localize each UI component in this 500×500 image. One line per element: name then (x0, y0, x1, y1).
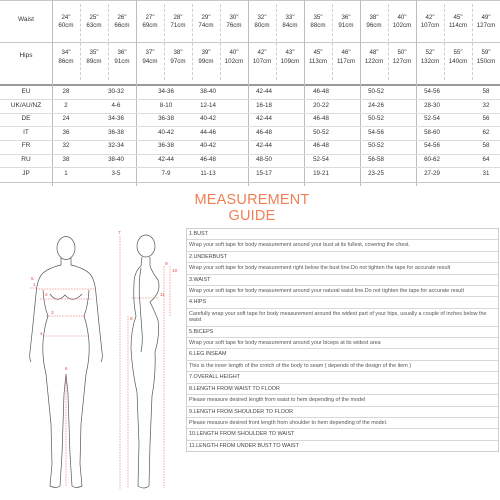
size-value: 42-44 (256, 142, 272, 150)
hips-cm: 150cm (476, 58, 496, 65)
marker-1: 1 (33, 283, 36, 288)
size-value: 3-5 (111, 169, 121, 177)
waist-inch: 32" (257, 14, 267, 21)
row-label-jp: JP (22, 169, 30, 177)
hips-inch: 35" (89, 49, 99, 56)
marker-10: 10 (172, 269, 178, 274)
row-rule (0, 167, 500, 168)
size-value: 50-52 (368, 142, 384, 150)
guide-heading-row: 8.LENGTH FROM WAIST TO FLOOR (187, 384, 498, 395)
size-value: 19-21 (313, 169, 329, 177)
hips-cm: 109cm (280, 58, 300, 65)
size-value: 54-56 (368, 128, 384, 136)
guide-heading-row: 3.WAIST (187, 275, 498, 286)
size-value: 42-44 (256, 88, 272, 95)
hips-cm: 102cm (224, 58, 244, 65)
size-value: 46-48 (313, 142, 329, 150)
size-value: 42-44 (158, 156, 174, 163)
size-value: 15-17 (256, 169, 272, 177)
marker-7: 7 (118, 231, 121, 236)
hips-inch: 48" (369, 49, 379, 56)
size-value: 40-42 (200, 115, 216, 123)
body-measurement-figures (0, 224, 183, 500)
size-value: 32-34 (108, 142, 124, 150)
guide-heading-row: 4.HIPS (187, 297, 498, 308)
hips-cm: 117cm (336, 58, 356, 65)
guide-heading-row: 2.UNDERBUST (187, 252, 498, 263)
hips-cm: 132cm (420, 58, 440, 65)
waist-cm: 60cm (58, 22, 74, 29)
hips-inch: 42" (257, 49, 267, 56)
guide-heading-row: 7.OVERALL HEIGHT (187, 372, 498, 383)
measurement-guide-table (186, 228, 499, 452)
waist-cm: 74cm (198, 22, 214, 29)
table-rule (0, 0, 500, 1)
hips-cm: 107cm (252, 58, 272, 65)
hips-cm: 91cm (114, 58, 130, 65)
hips-cm: 94cm (142, 58, 158, 65)
size-value: 11-13 (200, 169, 216, 177)
hips-inch: 43" (285, 49, 295, 56)
waist-cm: 96cm (366, 22, 382, 29)
size-value: 40-42 (158, 128, 174, 136)
table-rule (0, 42, 500, 43)
marker-3: 3 (51, 311, 54, 316)
hips-inch: 38" (173, 49, 183, 56)
guide-heading-row: 11.LENGTH FROM UNDER BUST TO WAIST (189, 442, 299, 449)
guide-heading-row: 6.LEG INSEAM (187, 349, 498, 360)
marker-6: 6 (65, 367, 68, 372)
waist-cm: 76cm (226, 22, 242, 29)
size-value: 8-10 (159, 101, 173, 109)
size-value: 4-6 (111, 101, 121, 109)
size-value: 50-52 (313, 128, 329, 136)
table-rule (0, 85, 500, 86)
waist-cm: 66cm (114, 22, 130, 29)
guide-description-row: Wrap your soft tape for body measurement around your biceps at its widest area (187, 338, 498, 349)
size-value: 28 (62, 88, 70, 95)
table-bottom-rule (0, 182, 500, 183)
marker-2: 2 (45, 293, 48, 298)
guide-heading-row: 9.LENGTH FROM SHOULDER TO FLOOR (187, 407, 498, 418)
row-label-de: DE (21, 115, 31, 123)
waist-cm: 84cm (282, 22, 298, 29)
size-value: 31 (482, 169, 490, 177)
hips-inch: 37" (145, 49, 155, 56)
size-value: 40-42 (200, 142, 216, 150)
size-value: 58-60 (424, 128, 440, 136)
waist-inch: 29" (201, 14, 211, 21)
waist-inch: 28" (173, 14, 183, 21)
row-rule (0, 140, 500, 141)
waist-inch: 40" (397, 14, 407, 21)
waist-inch: 24" (61, 14, 71, 21)
size-value: 30-32 (108, 88, 124, 95)
guide-description-row: Wrap your soft tape for body measurement around your natural waist line.Do not tighten the tape for accurate result (187, 286, 498, 297)
row-label-fr: FR (21, 142, 31, 150)
guide-description-row: Wrap your soft tape for body measurement right below the bust line.Do not tighten the tape for accurate result (187, 263, 498, 274)
row-rule (0, 99, 500, 100)
size-value: 1 (64, 169, 68, 177)
size-value: 32 (62, 142, 70, 150)
waist-inch: 25" (89, 14, 99, 21)
waist-inch: 36" (341, 14, 351, 21)
hips-inch: 59" (481, 49, 491, 56)
marker-9: 9 (165, 262, 168, 267)
guide-heading-row: 1.BUST (187, 229, 498, 240)
hips-cm: 97cm (170, 58, 186, 65)
waist-inch: 33" (285, 14, 295, 21)
size-value: 52-54 (424, 115, 440, 123)
marker-4: 4 (40, 332, 43, 337)
row-label-hips: Hips (19, 52, 33, 59)
hips-inch: 34" (61, 49, 71, 56)
size-value: 46-48 (200, 156, 216, 163)
marker-11: 11 (160, 293, 165, 298)
row-label-it: IT (23, 128, 29, 136)
waist-cm: 127cm (476, 22, 496, 29)
row-rule (0, 154, 500, 155)
size-value: 48-50 (256, 156, 272, 163)
hips-inch: 55" (453, 49, 463, 56)
waist-inch: 49" (481, 14, 491, 21)
size-value: 56 (482, 115, 490, 123)
waist-cm: 107cm (420, 22, 440, 29)
size-value: 32 (482, 101, 490, 109)
waist-inch: 27" (145, 14, 155, 21)
size-value: 42-44 (256, 115, 272, 123)
size-value: 44-46 (200, 128, 216, 136)
size-value: 36-38 (108, 128, 124, 136)
guide-description-row: Please measure desired length from waist to hem depending of the model (187, 395, 498, 406)
side-body-figure (131, 235, 159, 488)
size-value: 56-58 (368, 156, 384, 163)
size-value: 58 (482, 142, 490, 150)
size-value: 36 (62, 128, 70, 136)
waist-cm: 80cm (254, 22, 270, 29)
size-value: 62 (482, 128, 490, 136)
size-value: 46-48 (256, 128, 272, 136)
size-value: 34-36 (158, 88, 174, 95)
row-label-waist: Waist (17, 16, 34, 23)
size-value: 36-38 (158, 115, 174, 123)
size-value: 24 (62, 115, 70, 123)
size-value: 38-40 (200, 88, 216, 95)
hips-inch: 39" (201, 49, 211, 56)
row-label-ukaunz: UK/AU/NZ (10, 101, 42, 109)
hips-inch: 36" (117, 49, 127, 56)
hips-inch: 40" (229, 49, 239, 56)
size-value: 27-29 (424, 169, 440, 177)
size-value: 38 (62, 156, 70, 163)
row-rule (0, 113, 500, 114)
hips-cm: 127cm (392, 58, 412, 65)
hips-inch: 50" (397, 49, 407, 56)
hips-inch: 46" (341, 49, 351, 56)
hips-cm: 99cm (198, 58, 214, 65)
size-value: 7-9 (161, 169, 171, 177)
guide-description-row: Wrap your soft tape for body measurement around your bust at its fullest, covering the chest. (187, 240, 498, 251)
hips-cm: 113cm (308, 58, 328, 65)
hips-cm: 140cm (448, 58, 468, 65)
marker-5: 5 (31, 277, 34, 282)
size-value: 36-38 (158, 142, 174, 150)
waist-cm: 88cm (310, 22, 326, 29)
waist-inch: 30" (229, 14, 239, 21)
guide-heading-row: 10.LENGTH FROM SHOULDER TO WAIST (187, 429, 498, 440)
waist-inch: 42" (425, 14, 435, 21)
waist-inch: 45" (453, 14, 463, 21)
row-rule (0, 126, 500, 127)
size-value: 58 (482, 88, 490, 95)
size-chart-table (0, 0, 500, 186)
size-value: 54-56 (424, 142, 440, 150)
waist-inch: 26" (117, 14, 127, 21)
size-value: 38-40 (108, 156, 124, 163)
size-value: 16-18 (256, 101, 272, 109)
size-value: 12-14 (200, 101, 216, 109)
size-value: 60-62 (424, 156, 440, 163)
size-value: 23-25 (368, 169, 384, 177)
size-value: 24-26 (368, 101, 384, 109)
size-value: 52-54 (313, 156, 329, 163)
marker-8: 8 (130, 317, 133, 322)
size-value: 46-48 (313, 88, 329, 95)
hips-inch: 52" (425, 49, 435, 56)
size-value: 54-56 (424, 88, 440, 95)
size-value: 50-52 (368, 115, 384, 123)
waist-inch: 38" (369, 14, 379, 21)
guide-description-row: Carefully wrap your soft tape for body measurement around the widest part of your hips, usually a couple of inches below the waist (187, 309, 498, 327)
size-value: 20-22 (313, 101, 329, 109)
waist-inch: 35" (313, 14, 323, 21)
waist-cm: 69cm (142, 22, 158, 29)
waist-cm: 114cm (448, 22, 468, 29)
guide-description-row: This is the inner length of the crotch of the body to seam ( depends of the design of the item ) (187, 361, 498, 372)
hips-inch: 45" (313, 49, 323, 56)
waist-cm: 102cm (392, 22, 412, 29)
waist-cm: 91cm (338, 22, 354, 29)
hips-cm: 89cm (86, 58, 102, 65)
waist-cm: 71cm (170, 22, 186, 29)
size-value: 28-30 (424, 101, 440, 109)
size-value: 64 (482, 156, 490, 163)
measurement-guide-title: MEASUREMENT GUIDE (194, 192, 310, 224)
row-label-eu: EU (21, 88, 31, 95)
guide-heading-row: 5.BICEPS (187, 327, 498, 338)
size-value: 2 (64, 101, 68, 109)
hips-cm: 122cm (364, 58, 384, 65)
hips-cm: 86cm (58, 58, 74, 65)
measurement-lines (30, 236, 170, 490)
guide-description-row: Please measure desired front length from shoulder to hem depending of the model. (187, 418, 498, 429)
size-value: 34-36 (108, 115, 124, 123)
waist-cm: 63cm (86, 22, 102, 29)
size-value: 46-48 (313, 115, 329, 123)
size-value: 50-52 (368, 88, 384, 95)
row-label-ru: RU (21, 156, 31, 163)
